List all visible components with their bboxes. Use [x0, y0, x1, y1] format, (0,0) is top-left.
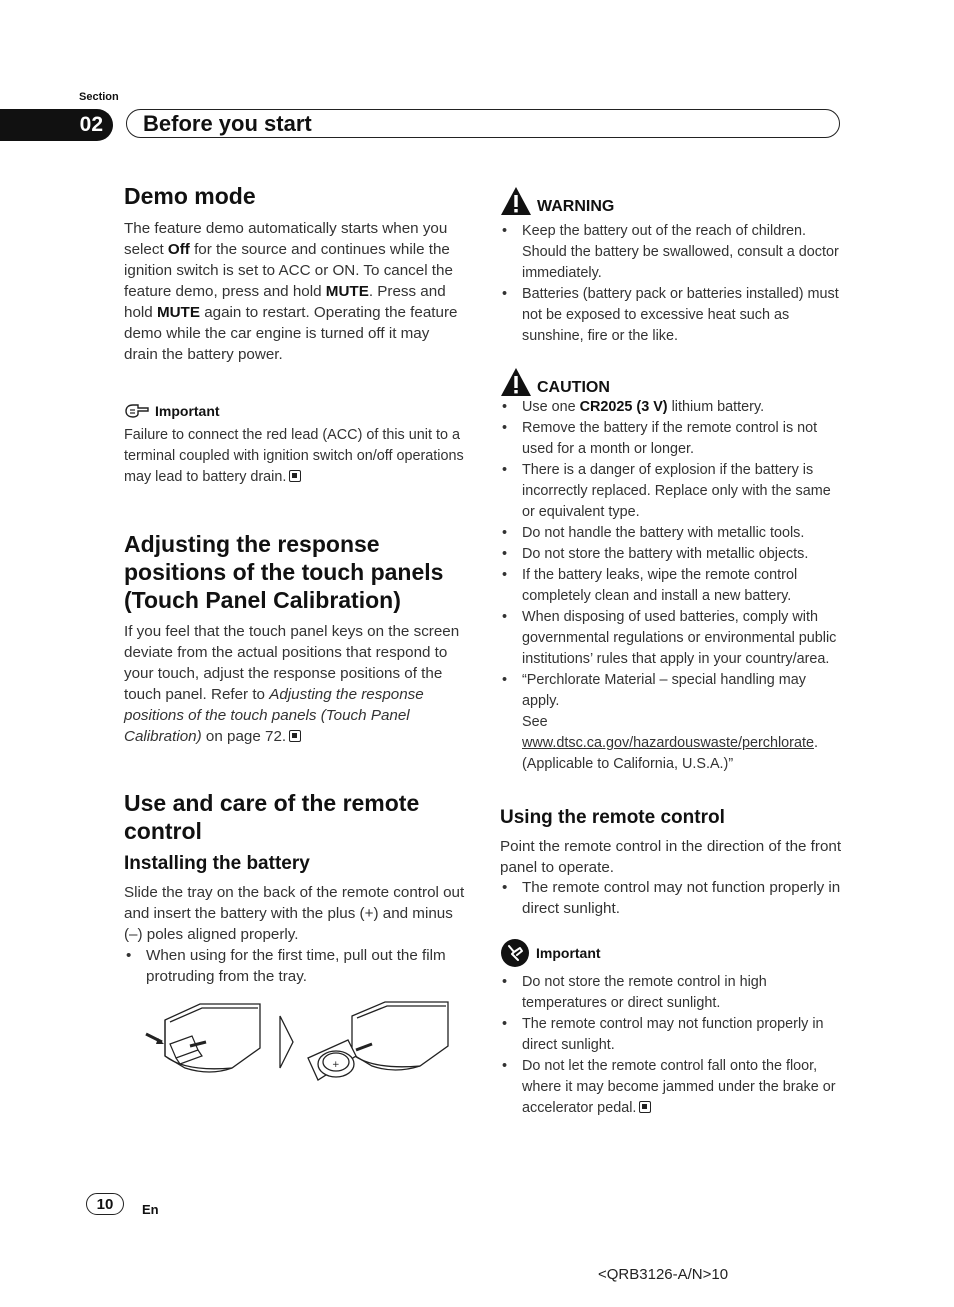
perchlorate-text: “Perchlorate Material – special handling may apply. [522, 672, 806, 709]
important-label: Important [536, 945, 601, 961]
perchlorate-see: See [522, 714, 548, 730]
using-remote-list [500, 877, 842, 919]
demo-mute-keyword: MUTE [325, 283, 369, 300]
caution-header [500, 367, 610, 397]
installing-battery-heading: Installing the battery [124, 853, 310, 874]
caution-label: CAUTION [537, 379, 610, 396]
document-code: <QRB3126-A/N>10 [598, 1266, 729, 1283]
demo-off-keyword: Off [167, 241, 190, 258]
end-of-section-icon [639, 1101, 651, 1113]
demo-important-text [124, 425, 464, 488]
list-item: • When using for the first time, pull out the film protruding from the tray. [124, 945, 464, 987]
list-item: • Do not store the remote control in high temperatures or direct sunlight. [500, 972, 842, 1014]
demo-important-header [124, 403, 220, 419]
warning-list [500, 221, 842, 347]
calibration-paragraph [124, 621, 468, 747]
important-label: Important [155, 403, 220, 419]
calibration-text-1: If you feel that the touch panel keys on the screen deviate from the actual positions that respond to your touch, adjust the response positions of the touch panel. Refer to [124, 623, 460, 703]
language-label: En [142, 1202, 159, 1217]
remote-care-heading: Use and care of the remote control [124, 790, 420, 844]
calibration-reference: Adjusting the response positions of the touch panels (Touch Panel Calibration) [124, 686, 424, 745]
calibration-heading: Adjusting the response positions of the touch panels (Touch Panel Calibration) [124, 531, 444, 613]
caution-triangle-icon [500, 367, 532, 397]
list-item [500, 670, 842, 775]
warning-label: WARNING [537, 198, 615, 215]
list-item: • Do not store the battery with metallic objects. [500, 544, 842, 565]
important-pointer-icon [124, 404, 150, 418]
list-item: • When disposing of used batteries, comply with governmental regulations or environmental public institutions’ rules that apply in your country/area. [500, 607, 842, 670]
section-title: Before you start [143, 111, 312, 136]
installing-battery-list [124, 945, 464, 987]
demo-mute-keyword-2: MUTE [156, 304, 200, 321]
installing-battery-text: Slide the tray on the back of the remote control out and insert the battery with the plus (+) and minus (–) poles aligned properly. [124, 884, 465, 943]
list-item: • Batteries (battery pack or batteries installed) must not be exposed to excessive heat such as sunshine, fire or the like. [500, 284, 842, 347]
using-remote-heading: Using the remote control [500, 807, 725, 828]
list-item [500, 1056, 842, 1119]
list-item: • The remote control may not function properly in direct sunlight. [500, 877, 842, 919]
important-text-content: Failure to connect the red lead (ACC) of this unit to a terminal coupled with ignition switch on/off operations may lead to battery drain. [124, 427, 464, 485]
remote-important-header [500, 938, 601, 968]
list-item: • Remove the battery if the remote control is not used for a month or longer. [500, 418, 842, 460]
svg-text:+: + [332, 1060, 340, 1070]
demo-mode-heading: Demo mode [124, 183, 256, 209]
demo-text-1: The feature demo automatically starts when you select [124, 220, 448, 258]
demo-text-4: again to restart. Operating the feature demo while the car engine is turned off it may drain the battery power. [124, 304, 458, 363]
list-item: • If the battery leaks, wipe the remote control completely clean and install a new battery. [500, 565, 842, 607]
section-number: 02 [0, 109, 113, 141]
list-item: • There is a danger of explosion if the battery is incorrectly replaced. Replace only with the same or equivalent type. [500, 460, 842, 523]
end-of-section-icon [289, 470, 301, 482]
battery-installation-illustration [140, 998, 460, 1090]
end-of-section-icon [289, 730, 301, 742]
caution-item-0-post: lithium battery. [667, 399, 765, 415]
demo-text-3: . Press and hold [124, 283, 446, 321]
list-item-text: Do not let the remote control fall onto the floor, where it may become jammed under the brake or accelerator pedal. [522, 1058, 836, 1116]
important-hand-icon [500, 938, 530, 968]
list-item: • The remote control may not function properly in direct sunlight. [500, 1014, 842, 1056]
dtsc-link[interactable]: www.dtsc.ca.gov/hazardouswaste/perchlorate [522, 735, 814, 751]
list-item: • Keep the battery out of the reach of children. Should the battery be swallowed, consult a doctor immediately. [500, 221, 842, 284]
warning-header [500, 186, 614, 216]
section-label: Section [79, 91, 119, 103]
caution-list [500, 397, 842, 775]
list-item [500, 397, 842, 418]
demo-mode-paragraph [124, 218, 464, 365]
list-item: • Do not handle the battery with metallic tools. [500, 523, 842, 544]
remote-important-list [500, 972, 842, 1119]
page-number: 10 [86, 1193, 124, 1215]
calibration-text-2: on page 72. [201, 728, 287, 745]
caution-item-0-pre: Use one [522, 399, 580, 415]
using-remote-text: Point the remote control in the direction of the front panel to operate. [500, 838, 842, 876]
warning-triangle-icon [500, 186, 532, 216]
battery-model: CR2025 (3 V) [579, 399, 668, 415]
perchlorate-post: . (Applicable to California, U.S.A.)” [522, 735, 818, 772]
demo-text-2: for the source and continues while the ignition switch is set to ACC or ON. To cancel the feature demo, press and hold [124, 241, 453, 300]
